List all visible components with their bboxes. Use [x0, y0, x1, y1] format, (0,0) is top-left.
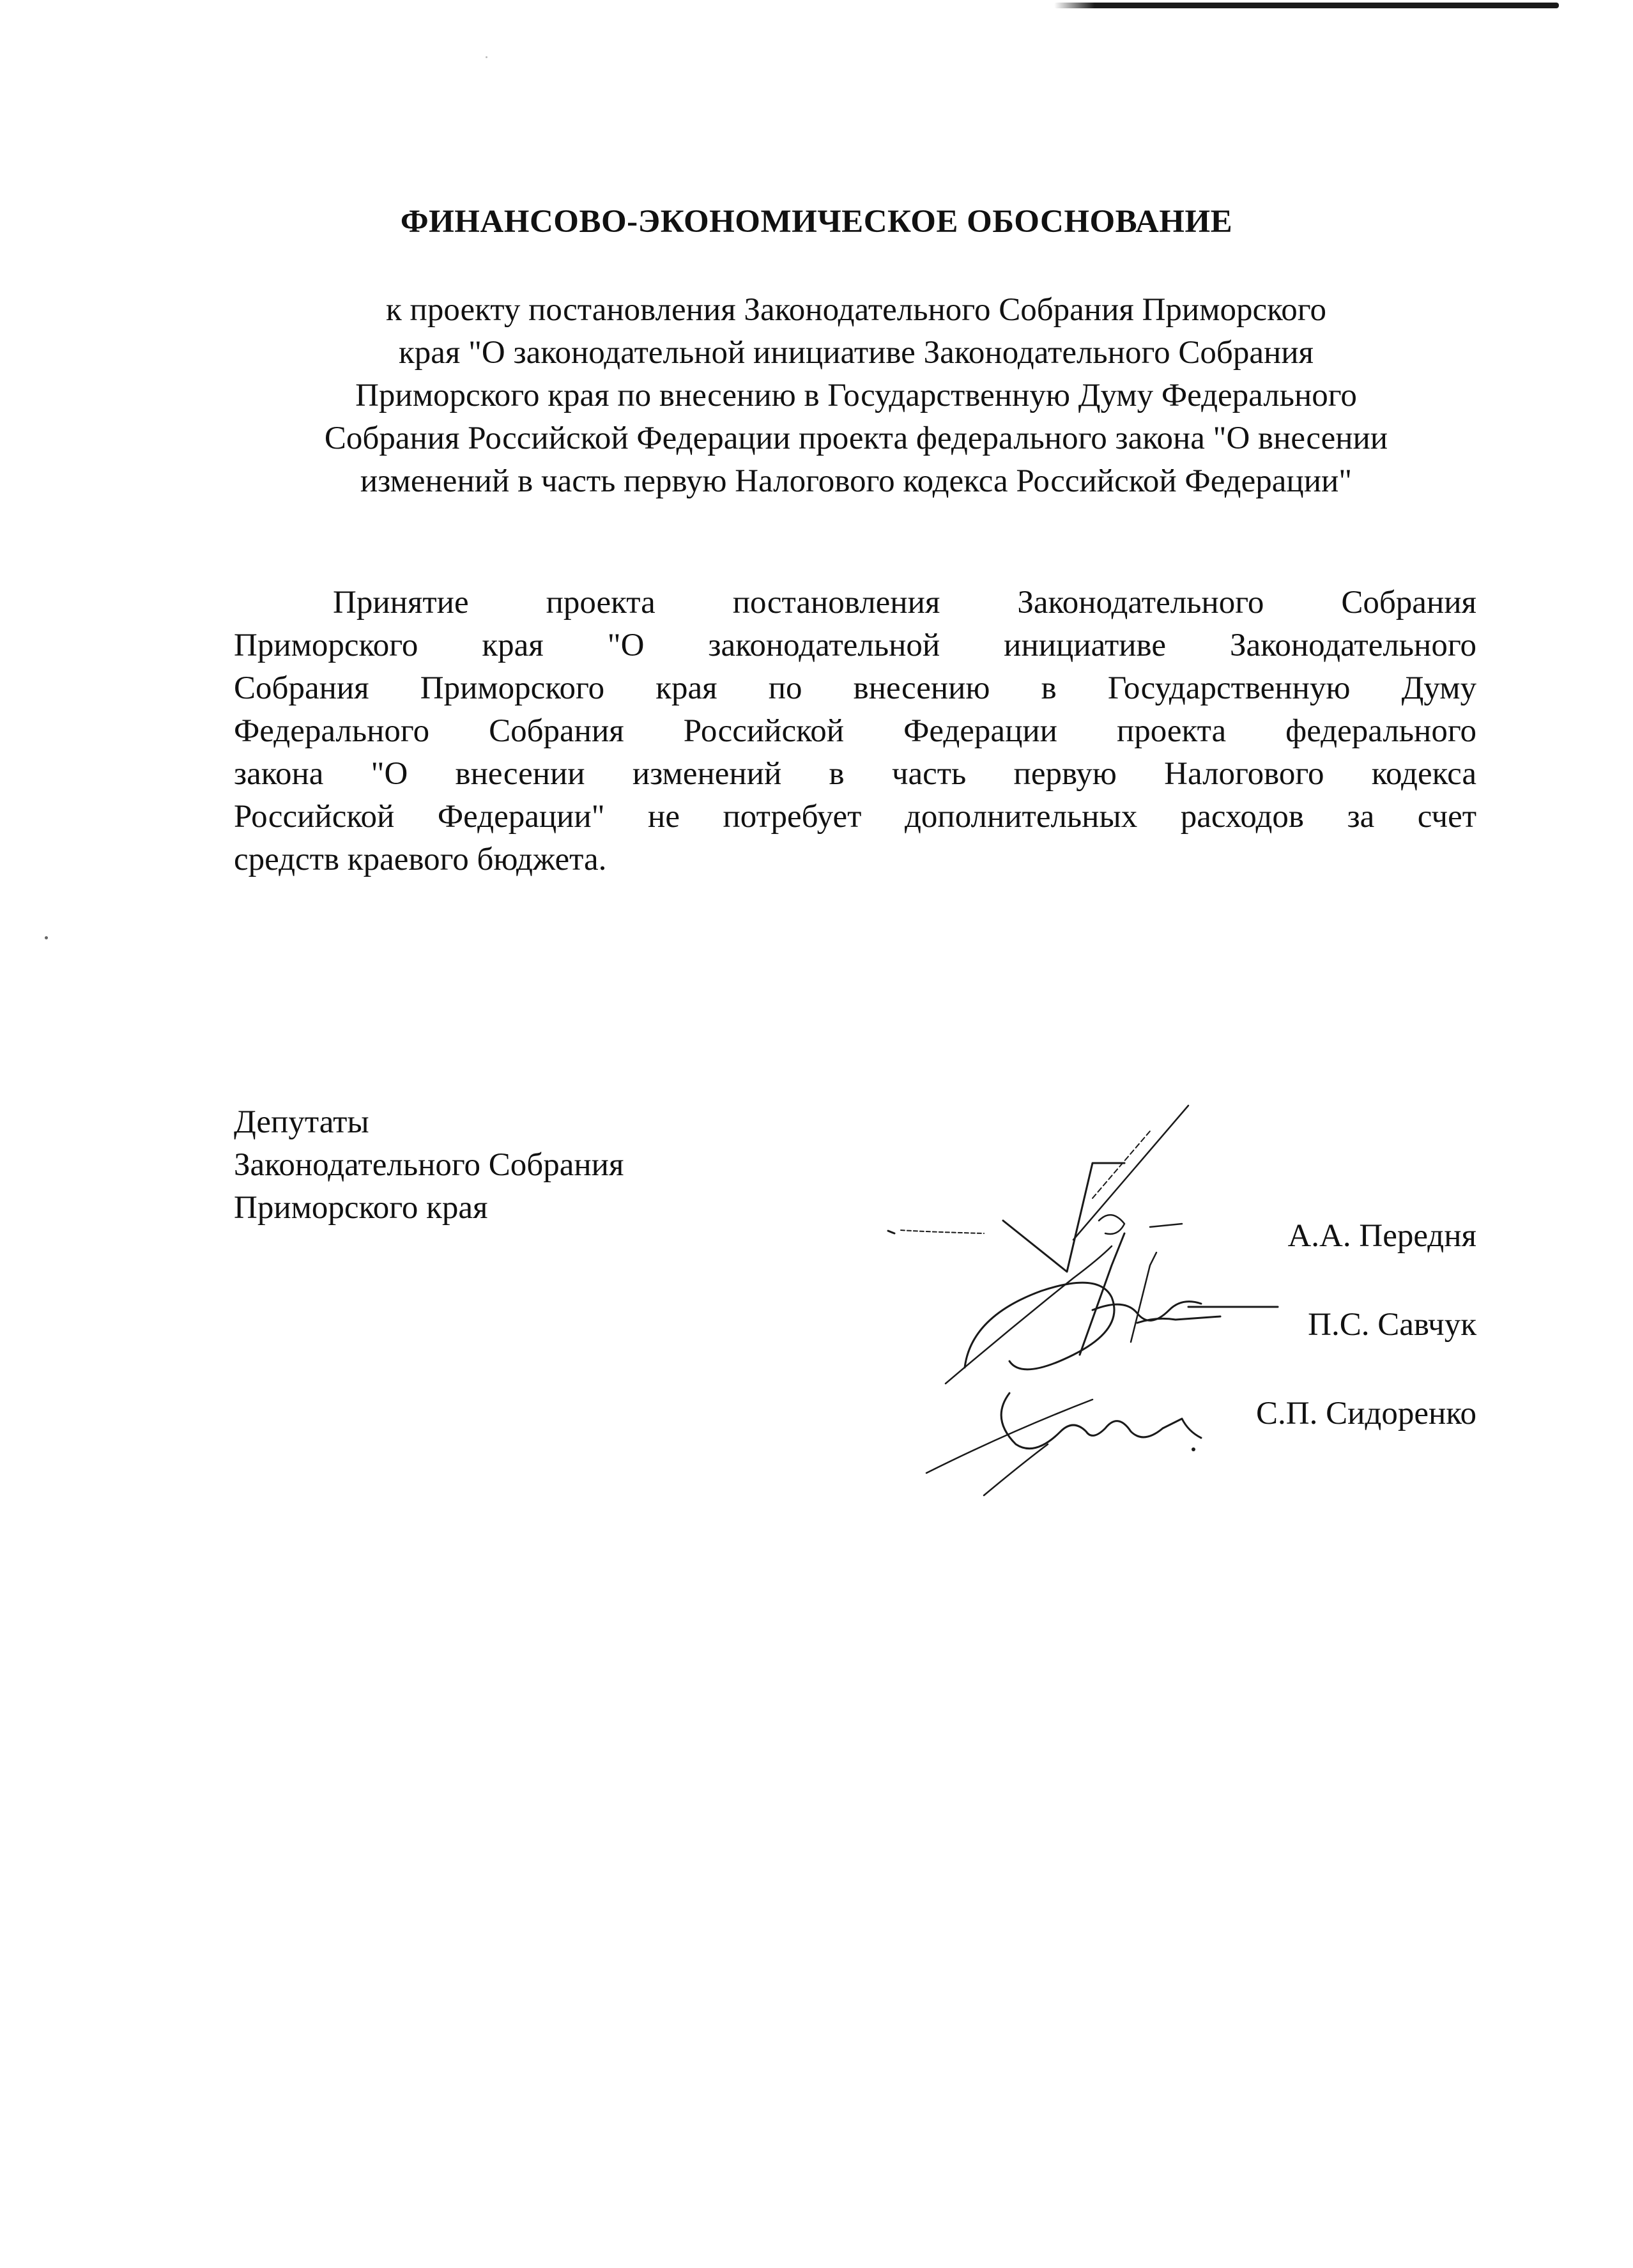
body-line: Федерального Собрания Российской Федерации проекта федерального [234, 713, 1476, 749]
signers-heading [234, 1101, 624, 1230]
body-line: средств краевого бюджета. [234, 842, 607, 877]
scan-speck [486, 56, 487, 58]
signers-heading-line: Депутаты [234, 1104, 369, 1140]
body-line: Собрания Приморского края по внесению в Государственную Думу [234, 670, 1476, 706]
body-line: Российской Федерации" не потребует дополнительных расходов за счет [234, 799, 1476, 835]
scan-edge-mark [1054, 3, 1559, 8]
signatory-name: С.П. Сидоренко [1256, 1396, 1476, 1431]
subtitle-line: к проекту постановления Законодательного Собрания Приморского [386, 292, 1326, 328]
document-title: ФИНАНСОВО-ЭКОНОМИЧЕСКОЕ ОБОСНОВАНИЕ [400, 204, 1233, 240]
body-line: Принятие проекта постановления Законодательного Собрания [333, 585, 1476, 621]
signers-heading-line: Приморского края [234, 1190, 488, 1226]
signatory-name: А.А. Передня [1287, 1218, 1476, 1254]
subtitle-line: Приморского края по внесению в Государственную Думу Федерального [355, 378, 1357, 413]
subtitle-line: Собрания Российской Федерации проекта федерального закона "О внесении [324, 420, 1388, 456]
scan-speck [45, 936, 48, 939]
subtitle-line: края "О законодательной инициативе Законодательного Собрания [398, 335, 1314, 371]
handwritten-signatures [882, 1086, 1303, 1508]
body-line: закона "О внесении изменений в часть первую Налогового кодекса [234, 756, 1476, 792]
subtitle-line: изменений в часть первую Налогового кодекса Российской Федерации" [360, 463, 1353, 499]
body-paragraph [234, 582, 1476, 881]
signatory-name: П.С. Савчук [1308, 1307, 1476, 1343]
signers-heading-line: Законодательного Собрания [234, 1147, 624, 1183]
body-line: Приморского края "О законодательной инициативе Законодательного [234, 628, 1476, 663]
document-subtitle [230, 289, 1482, 503]
